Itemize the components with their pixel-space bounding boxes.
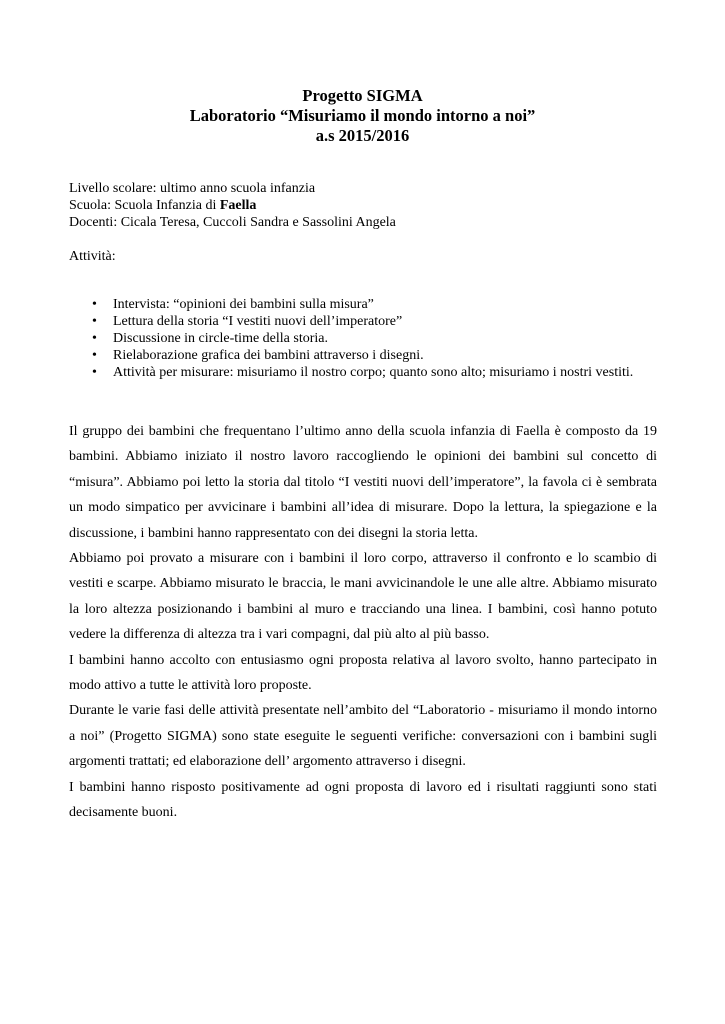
title-line-project: Progetto SIGMA	[302, 86, 423, 105]
bullet-icon: •	[92, 365, 97, 380]
meta-teachers: Docenti: Cicala Teresa, Cuccoli Sandra e Sassolini Angela	[69, 215, 396, 230]
body-paragraph: Abbiamo poi provato a misurare con i bambini il loro corpo, attraverso il confronto e lo scambio di vestiti e scarpe. Abbiamo misurato le braccia, le mani avvicinandole le une alle altre. Abbiamo misurato la loro altezza posizionando i bambini al muro e tracciando una linea. I bambini, così hanno potuto vedere la differenza di altezza tra i vari compagni, dal più alto al più basso.	[69, 551, 657, 643]
list-item-text: Lettura della storia “I vestiti nuovi dell’imperatore”	[113, 314, 403, 329]
document-title	[0, 86, 725, 146]
bullet-icon: •	[92, 297, 97, 312]
meta-school	[69, 197, 669, 214]
body-paragraph: Il gruppo dei bambini che frequentano l’ultimo anno della scuola infanzia di Faella è composto da 19 bambini. Abbiamo iniziato il nostro lavoro raccogliendo le opinioni dei bambini sul concetto di “misura”. Abbiamo poi letto la storia dal titolo “I vestiti nuovi dell’imperatore”, la favola ci è sembrata un modo simpatico per avvicinare i bambini all’idea di misurare. Dopo la lettura, la spiegazione e la discussione, i bambini hanno rappresentato con dei disegni la storia letta.	[69, 424, 657, 541]
body-paragraph: I bambini hanno risposto positivamente ad ogni proposta di lavoro ed i risultati raggiunti sono stati decisamente buoni.	[69, 779, 657, 821]
meta-school-prefix: Scuola: Scuola Infanzia di	[69, 198, 220, 213]
document-meta	[69, 180, 669, 231]
bullet-icon: •	[92, 314, 97, 329]
list-item	[92, 296, 657, 313]
meta-school-level: Livello scolare: ultimo anno scuola infanzia	[69, 181, 316, 196]
list-item	[92, 313, 657, 330]
activities-label: Attività:	[69, 249, 116, 264]
list-item-text: Attività per misurare: misuriamo il nostro corpo; quanto sono alto; misuriamo i nostri vestiti.	[113, 365, 634, 380]
bullet-icon: •	[92, 348, 97, 363]
title-line-school-year: a.s 2015/2016	[315, 126, 410, 145]
list-item	[92, 330, 657, 347]
bullet-icon: •	[92, 331, 97, 346]
list-item-text: Intervista: “opinioni dei bambini sulla misura”	[113, 297, 374, 312]
document-body	[69, 419, 657, 826]
body-paragraph: I bambini hanno accolto con entusiasmo ogni proposta relativa al lavoro svolto, hanno partecipato in modo attivo a tutte le attività loro proposte.	[69, 652, 657, 694]
list-item	[92, 364, 657, 381]
list-item-text: Discussione in circle-time della storia.	[113, 331, 328, 346]
meta-school-name: Faella	[219, 198, 257, 213]
title-line-laboratory: Laboratorio “Misuriamo il mondo intorno a noi”	[189, 106, 536, 125]
body-paragraph: Durante le varie fasi delle attività presentate nell’ambito del “Laboratorio - misuriamo il mondo intorno a noi” (Progetto SIGMA) sono state eseguite le seguenti verifiche: conversazioni con i bambini sugli argomenti trattati; ed elaborazione dell’ argomento attraverso i disegni.	[69, 703, 657, 770]
activities-list	[92, 296, 657, 381]
list-item	[92, 347, 657, 364]
list-item-text: Rielaborazione grafica dei bambini attraverso i disegni.	[113, 348, 424, 363]
